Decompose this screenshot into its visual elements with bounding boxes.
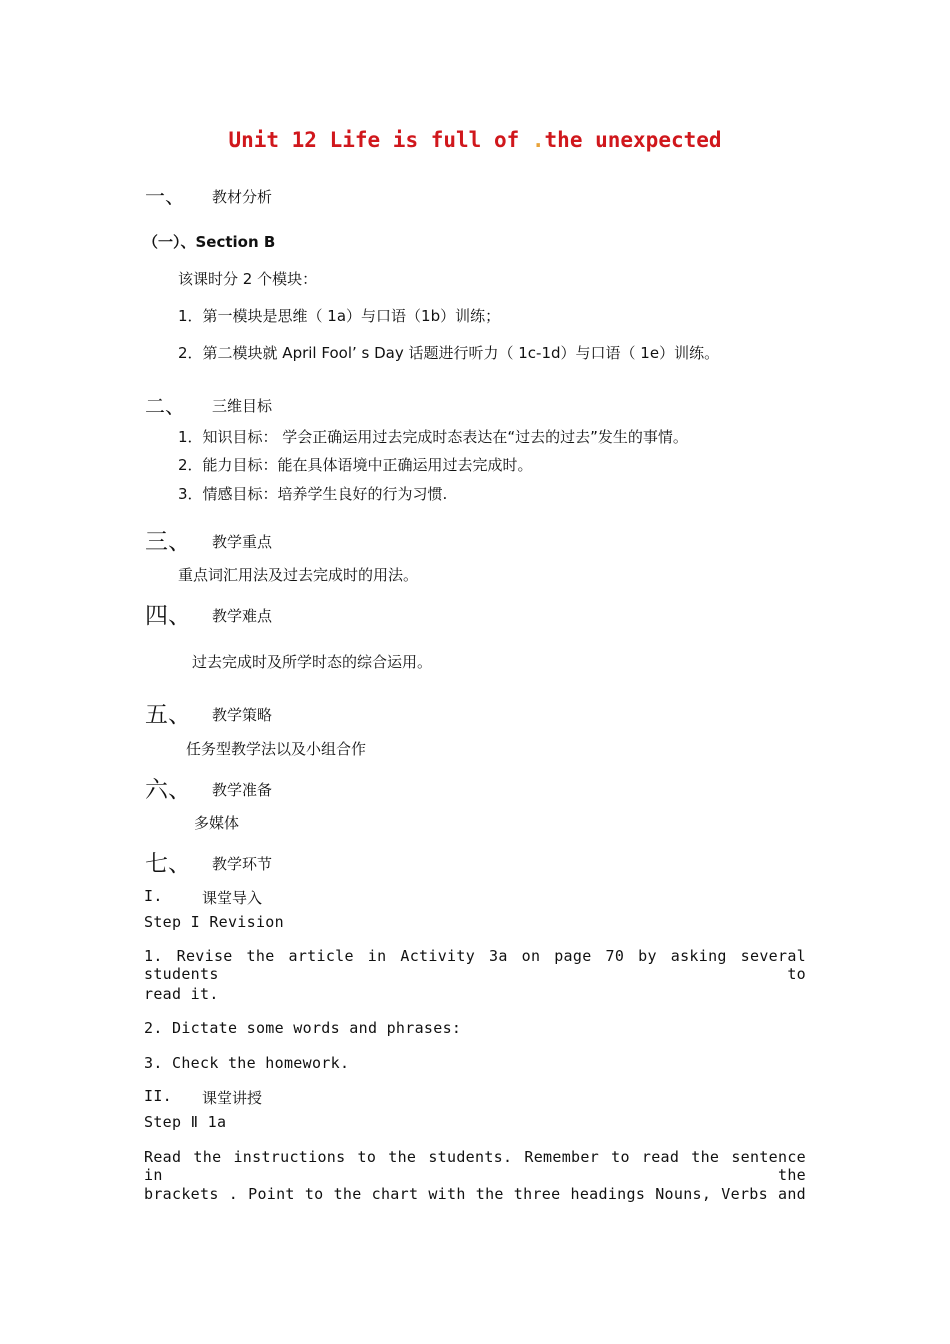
step-1-item-3: 3. Check the homework. bbox=[144, 1054, 350, 1072]
section-1-subheading: （一）、Section B bbox=[143, 233, 276, 251]
section-3-body: 重点词汇用法及过去完成时的用法。 bbox=[178, 566, 419, 584]
section-1-intro: 该课时分 2 个模块： bbox=[178, 270, 318, 288]
title-dot: . bbox=[531, 128, 545, 152]
step-2-heading: Step Ⅱ 1a bbox=[144, 1113, 227, 1131]
part-1-number: I. bbox=[144, 887, 163, 905]
section-5-heading: 教学策略 bbox=[212, 706, 273, 724]
step-1-item-2: 2. Dictate some words and phrases: bbox=[144, 1019, 462, 1037]
part-2-number: II. bbox=[144, 1087, 172, 1105]
section-1-heading: 教材分析 bbox=[212, 188, 273, 206]
section-1-item-1: 1．第一模块是思维（ 1a）与口语（1b）训练； bbox=[178, 307, 501, 325]
step-1-heading: Step I Revision bbox=[144, 913, 284, 931]
step-1-item-1-line-2: read it. bbox=[144, 985, 219, 1003]
section-6-body: 多媒体 bbox=[194, 814, 240, 832]
section-6-number: 六、 bbox=[145, 777, 191, 803]
title-text-start: Unit 12 Life is full of bbox=[228, 128, 532, 152]
step-2-paragraph-line-2: brackets . Point to the chart with the three headings Nouns, Verbs and bbox=[144, 1185, 806, 1203]
section-2-number: 二、 bbox=[145, 394, 185, 418]
step-1-item-1-line-1: 1. Revise the article in Activity 3a on page 70 by asking several students to bbox=[144, 947, 806, 983]
title-text-end: the unexpected bbox=[544, 128, 722, 152]
section-2-item-2: 2．能力目标：能在具体语境中正确运用过去完成时。 bbox=[178, 456, 533, 474]
section-2-item-3: 3．情感目标：培养学生良好的行为习惯. bbox=[178, 485, 448, 503]
step-2-paragraph-line-1: Read the instructions to the students. Remember to read the sentence in the bbox=[144, 1148, 806, 1184]
section-4-body: 过去完成时及所学时态的综合运用。 bbox=[192, 653, 433, 671]
section-3-heading: 教学重点 bbox=[212, 533, 273, 551]
section-3-number: 三、 bbox=[145, 529, 191, 555]
part-2-title: 课堂讲授 bbox=[202, 1089, 263, 1107]
section-2-item-1: 1．知识目标： 学会正确运用过去完成时态表达在“过去的过去”发生的事情。 bbox=[178, 428, 688, 446]
section-5-body: 任务型教学法以及小组合作 bbox=[186, 740, 367, 758]
section-4-heading: 教学难点 bbox=[212, 607, 273, 625]
part-1-title: 课堂导入 bbox=[202, 889, 263, 907]
section-7-heading: 教学环节 bbox=[212, 855, 273, 873]
document-title bbox=[0, 128, 950, 152]
section-7-number: 七、 bbox=[145, 851, 191, 877]
section-5-number: 五、 bbox=[145, 702, 191, 728]
section-1-number: 一、 bbox=[145, 184, 185, 208]
section-1-item-2: 2．第二模块就 April Fool’ s Day 话题进行听力（ 1c-1d）与口语（ 1e）训练。 bbox=[178, 344, 720, 362]
section-2-heading: 三维目标 bbox=[212, 397, 273, 415]
section-6-heading: 教学准备 bbox=[212, 781, 273, 799]
section-4-number: 四、 bbox=[145, 603, 191, 629]
